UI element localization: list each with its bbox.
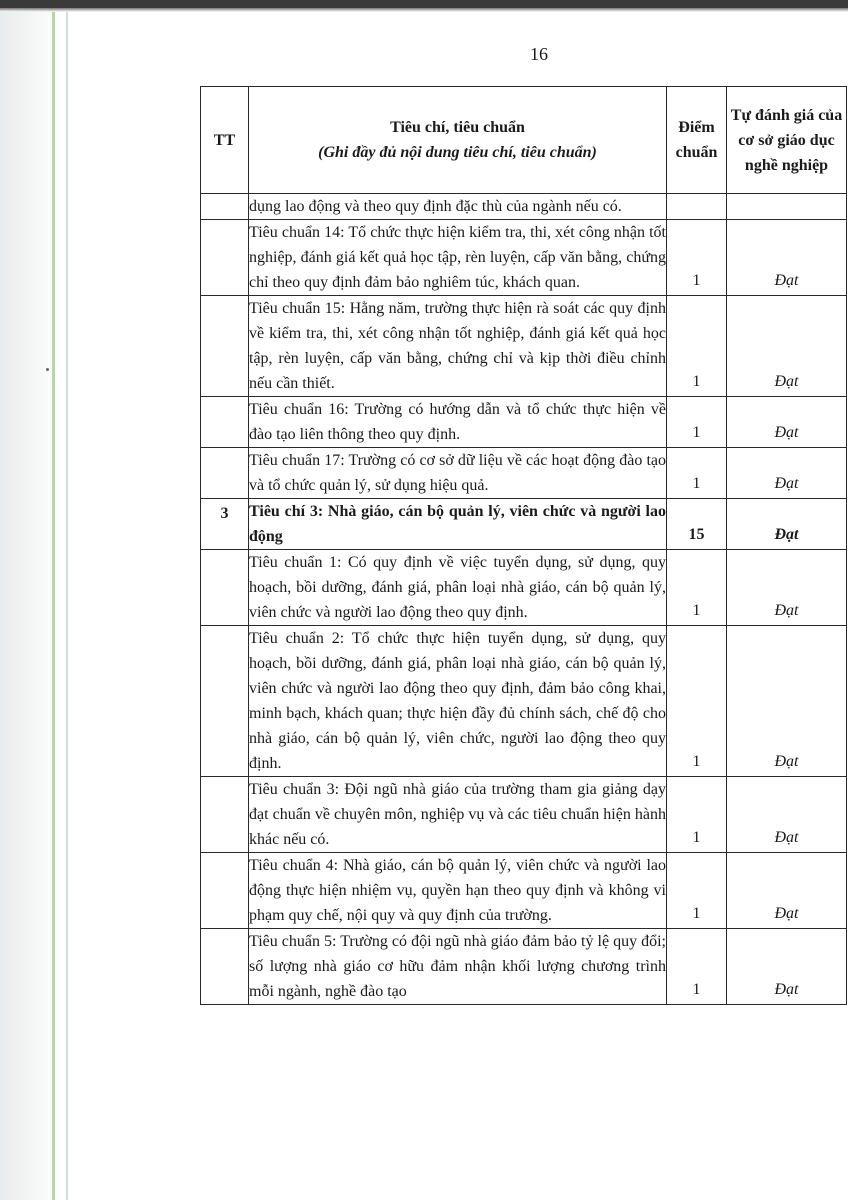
row-tt (201, 194, 249, 220)
row-result: Đạt (727, 853, 847, 929)
header-criteria-title: Tiêu chí, tiêu chuẩn (390, 119, 525, 136)
section-score: 15 (667, 499, 727, 550)
row-result: Đạt (727, 448, 847, 499)
row-tt (201, 220, 249, 296)
table-row (201, 626, 847, 777)
row-result: Đạt (727, 550, 847, 626)
row-result: Đạt (727, 626, 847, 777)
row-criteria-text: Tiêu chuẩn 3: Đội ngũ nhà giáo của trường tham gia giảng dạy đạt chuẩn về chuyên môn, nghiệp vụ và các tiêu chuẩn hiện hành khác nếu có. (249, 777, 667, 853)
row-tt (201, 448, 249, 499)
table-row (201, 220, 847, 296)
row-score: 1 (667, 853, 727, 929)
header-score: Điểm chuẩn (667, 87, 727, 194)
row-tt (201, 777, 249, 853)
row-score (667, 194, 727, 220)
row-criteria-text: Tiêu chuẩn 15: Hằng năm, trường thực hiện rà soát các quy định về kiểm tra, thi, xét công nhận tốt nghiệp, đánh giá kết quả học tập, rèn luyện, cấp văn bằng, chứng chỉ và kịp thời điều chỉnh nếu cần thiết. (249, 296, 667, 397)
row-score: 1 (667, 550, 727, 626)
table-row (201, 550, 847, 626)
table-row (201, 448, 847, 499)
row-score: 1 (667, 397, 727, 448)
row-tt (201, 853, 249, 929)
row-score: 1 (667, 929, 727, 1005)
row-result: Đạt (727, 296, 847, 397)
table-row (201, 853, 847, 929)
table-row (201, 296, 847, 397)
section-number: 3 (201, 499, 249, 550)
row-criteria-text: Tiêu chuẩn 17: Trường có cơ sở dữ liệu về các hoạt động đào tạo và tổ chức quản lý, sử dụng hiệu quả. (249, 448, 667, 499)
table-row (201, 194, 847, 220)
criteria-table (200, 86, 847, 1005)
scan-top-edge-fade (0, 8, 848, 12)
page-number: 16 (530, 44, 548, 64)
row-result: Đạt (727, 397, 847, 448)
header-criteria (249, 87, 667, 194)
header-criteria-note: (Ghi đầy đủ nội dung tiêu chí, tiêu chuẩn) (318, 144, 597, 161)
row-tt (201, 296, 249, 397)
row-criteria-text: Tiêu chuẩn 1: Có quy định về việc tuyển dụng, sử dụng, quy hoạch, bồi dưỡng, đánh giá, phân loại nhà giáo, cán bộ quản lý, viên chức và người lao động theo quy định. (249, 550, 667, 626)
row-result (727, 194, 847, 220)
row-score: 1 (667, 777, 727, 853)
table-row (201, 397, 847, 448)
header-tt: TT (201, 87, 249, 194)
scan-speck (46, 368, 49, 371)
row-result: Đạt (727, 220, 847, 296)
row-score: 1 (667, 448, 727, 499)
row-score: 1 (667, 220, 727, 296)
section-result: Đạt (727, 499, 847, 550)
row-score: 1 (667, 626, 727, 777)
table-row (201, 929, 847, 1005)
section-title: Tiêu chí 3: Nhà giáo, cán bộ quản lý, viên chức và người lao động (249, 499, 667, 550)
table-header-row (201, 87, 847, 194)
row-criteria-text: dụng lao động và theo quy định đặc thù của ngành nếu có. (249, 194, 667, 220)
row-tt (201, 929, 249, 1005)
table-row (201, 777, 847, 853)
binding-green-line (52, 12, 55, 1200)
row-criteria-text: Tiêu chuẩn 2: Tổ chức thực hiện tuyển dụng, sử dụng, quy hoạch, bồi dưỡng, đánh giá, phân loại nhà giáo, cán bộ quản lý, viên chức và người lao động theo quy định, đảm bảo công khai, minh bạch, khách quan; thực hiện đầy đủ chính sách, chế độ cho nhà giáo, cán bộ quản lý, viên chức, người lao động theo quy định. (249, 626, 667, 777)
row-result: Đạt (727, 929, 847, 1005)
row-criteria-text: Tiêu chuẩn 5: Trường có đội ngũ nhà giáo đảm bảo tỷ lệ quy đổi; số lượng nhà giáo cơ hữu đảm nhận khối lượng chương trình mỗi ngành, nghề đào tạo (249, 929, 667, 1005)
row-tt (201, 626, 249, 777)
row-criteria-text: Tiêu chuẩn 14: Tổ chức thực hiện kiểm tra, thi, xét công nhận tốt nghiệp, đánh giá kết quả học tập, rèn luyện, cấp văn bằng, chứng chỉ theo quy định đảm bảo nghiêm túc, khách quan. (249, 220, 667, 296)
row-tt (201, 550, 249, 626)
row-result: Đạt (727, 777, 847, 853)
row-criteria-text: Tiêu chuẩn 16: Trường có hướng dẫn và tổ chức thực hiện về đào tạo liên thông theo quy định. (249, 397, 667, 448)
scan-top-edge (0, 0, 848, 8)
binding-gray-line (66, 12, 68, 1200)
row-tt (201, 397, 249, 448)
criterion-section-row (201, 499, 847, 550)
row-criteria-text: Tiêu chuẩn 4: Nhà giáo, cán bộ quản lý, viên chức và người lao động thực hiện nhiệm vụ, quyền hạn theo quy định và không vi phạm quy chế, nội quy và quy định của trường. (249, 853, 667, 929)
header-self-eval: Tự đánh giá của cơ sở giáo dục nghề nghiệp (727, 87, 847, 194)
row-score: 1 (667, 296, 727, 397)
